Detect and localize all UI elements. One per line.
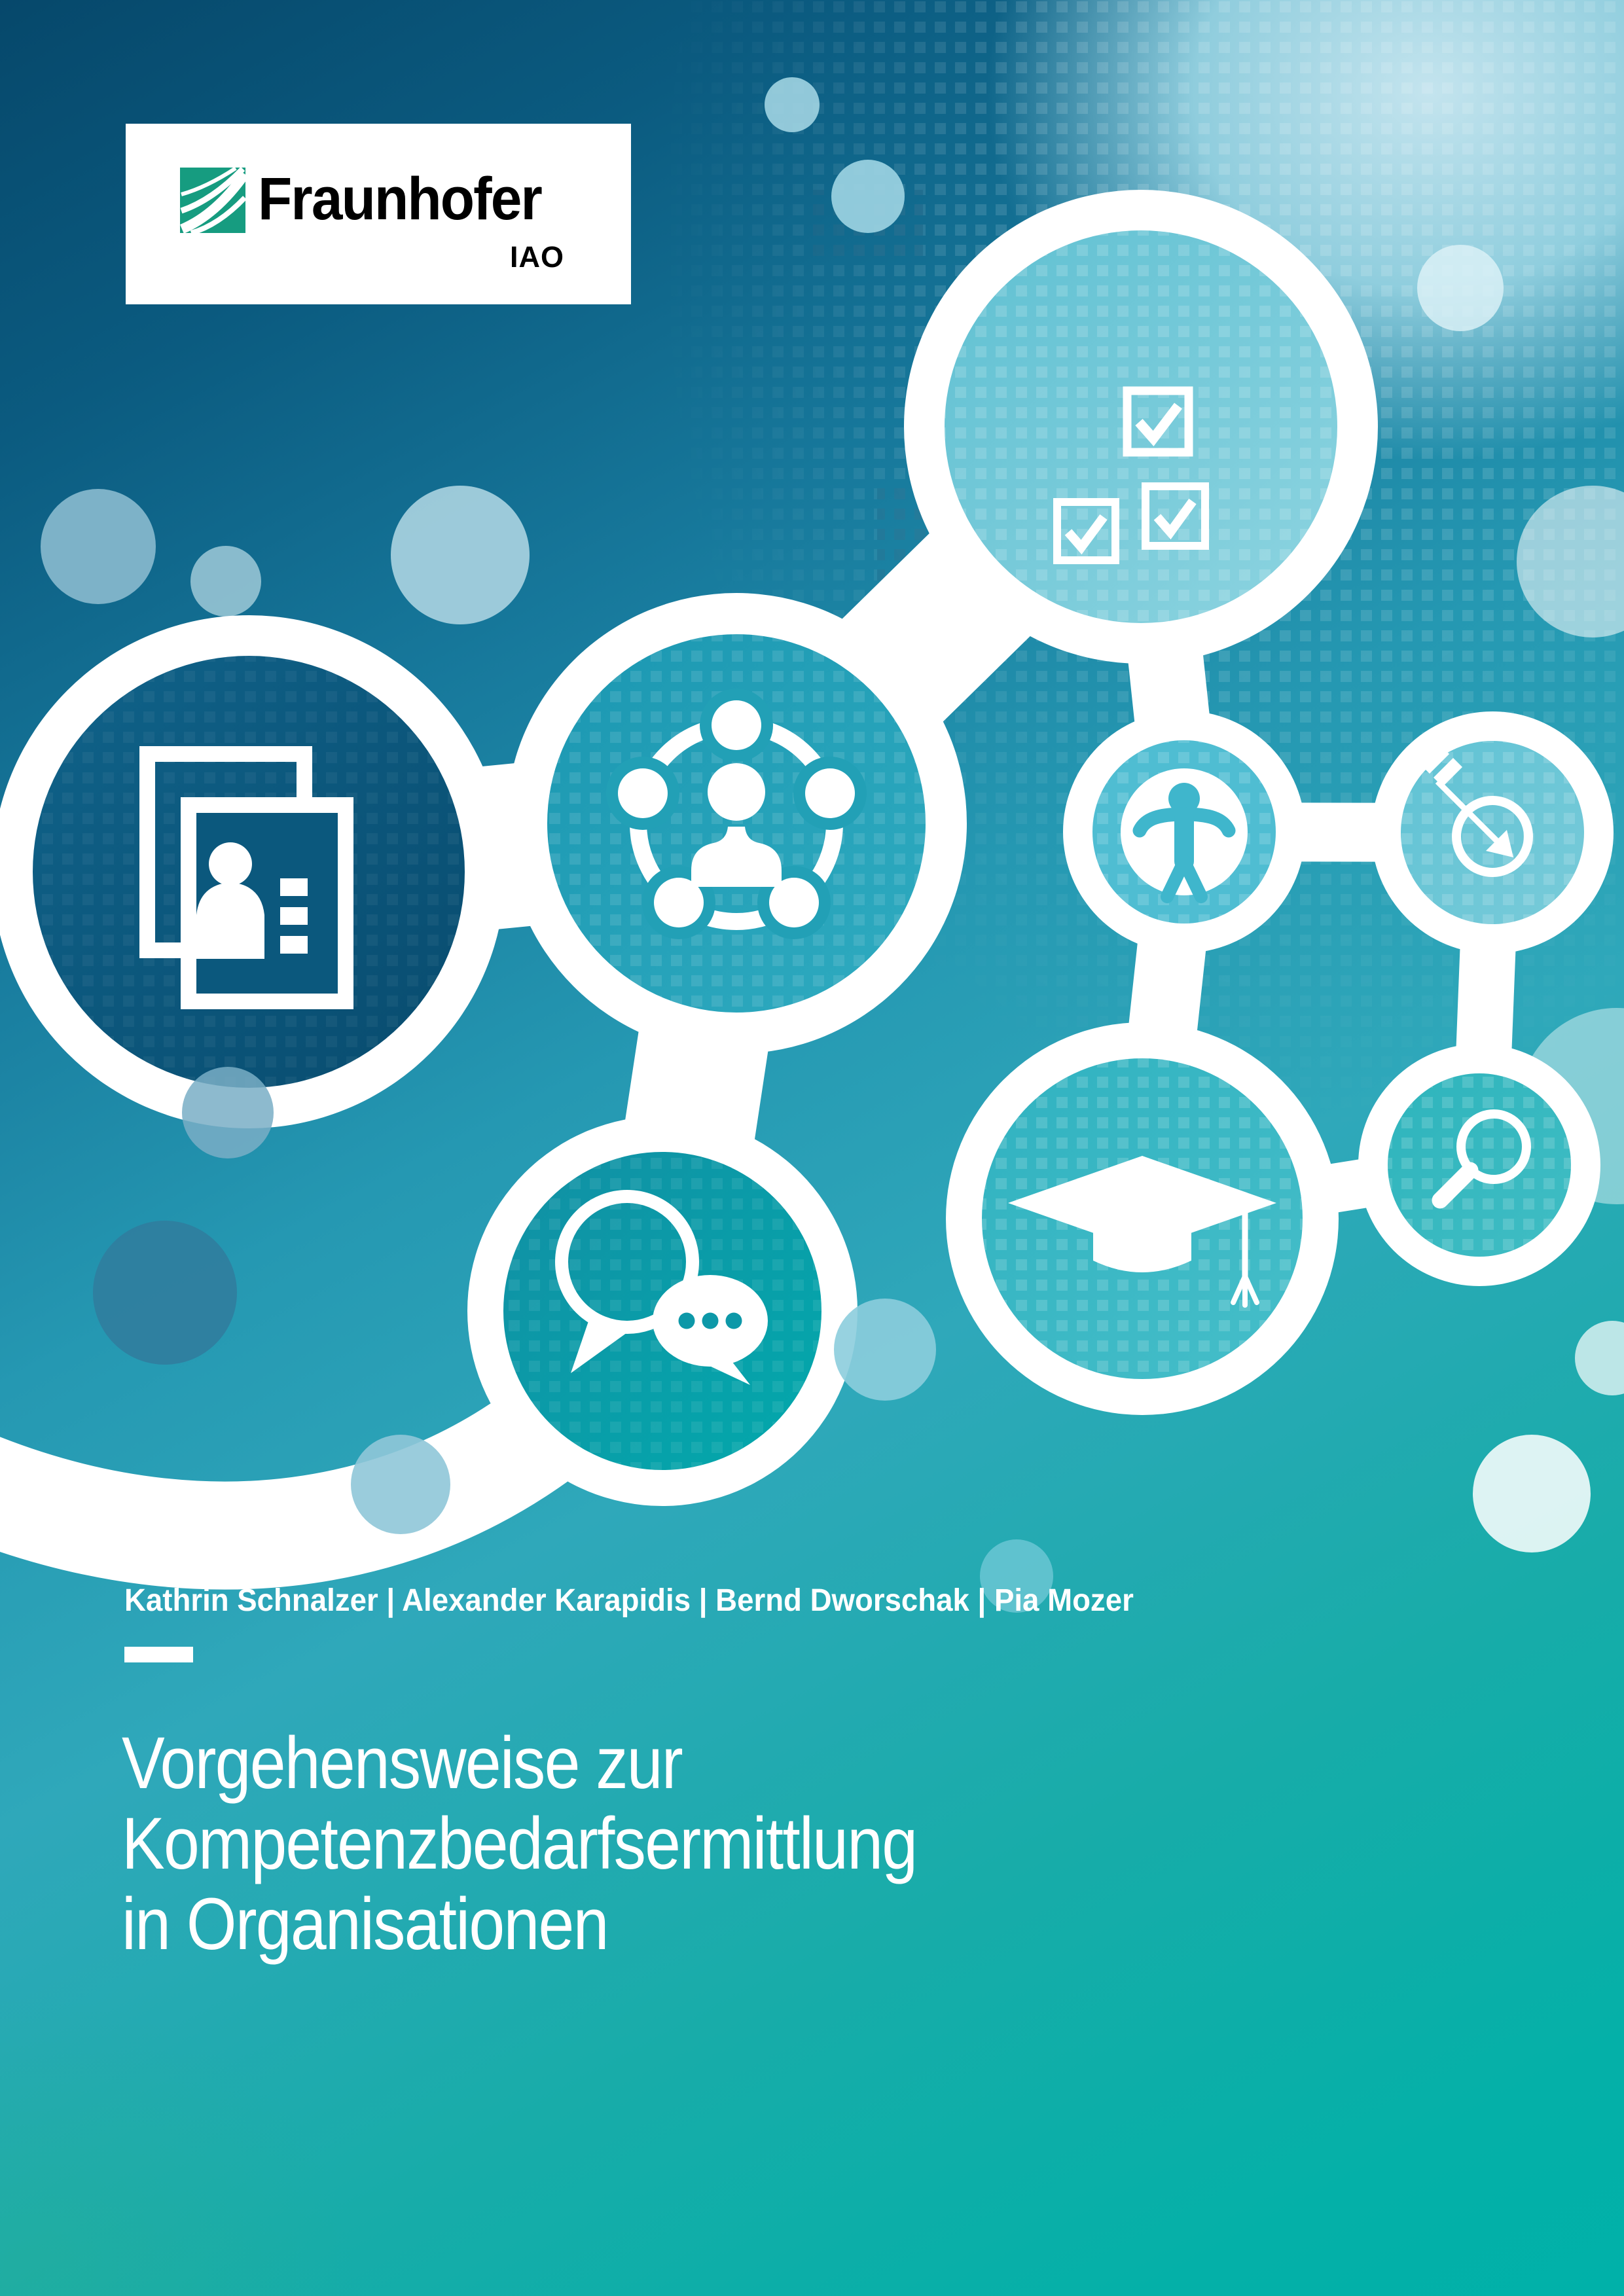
title-line-1: Vorgehensweise zur bbox=[122, 1722, 682, 1804]
fraunhofer-institute-label: IAO bbox=[509, 240, 564, 274]
fraunhofer-logo-mark-top bbox=[180, 168, 245, 233]
fraunhofer-wordmark: Fraunhofer bbox=[258, 166, 541, 232]
title-line-2: Kompetenzbedarfsermittlung bbox=[122, 1803, 917, 1885]
title-line-3: in Organisationen bbox=[122, 1883, 608, 1965]
authors-line: Kathrin Schnalzer | Alexander Karapidis | Bernd Dworschak | Pia Mozer bbox=[124, 1583, 1134, 1618]
divider-dash bbox=[124, 1647, 193, 1662]
cover-title bbox=[122, 1723, 916, 1965]
